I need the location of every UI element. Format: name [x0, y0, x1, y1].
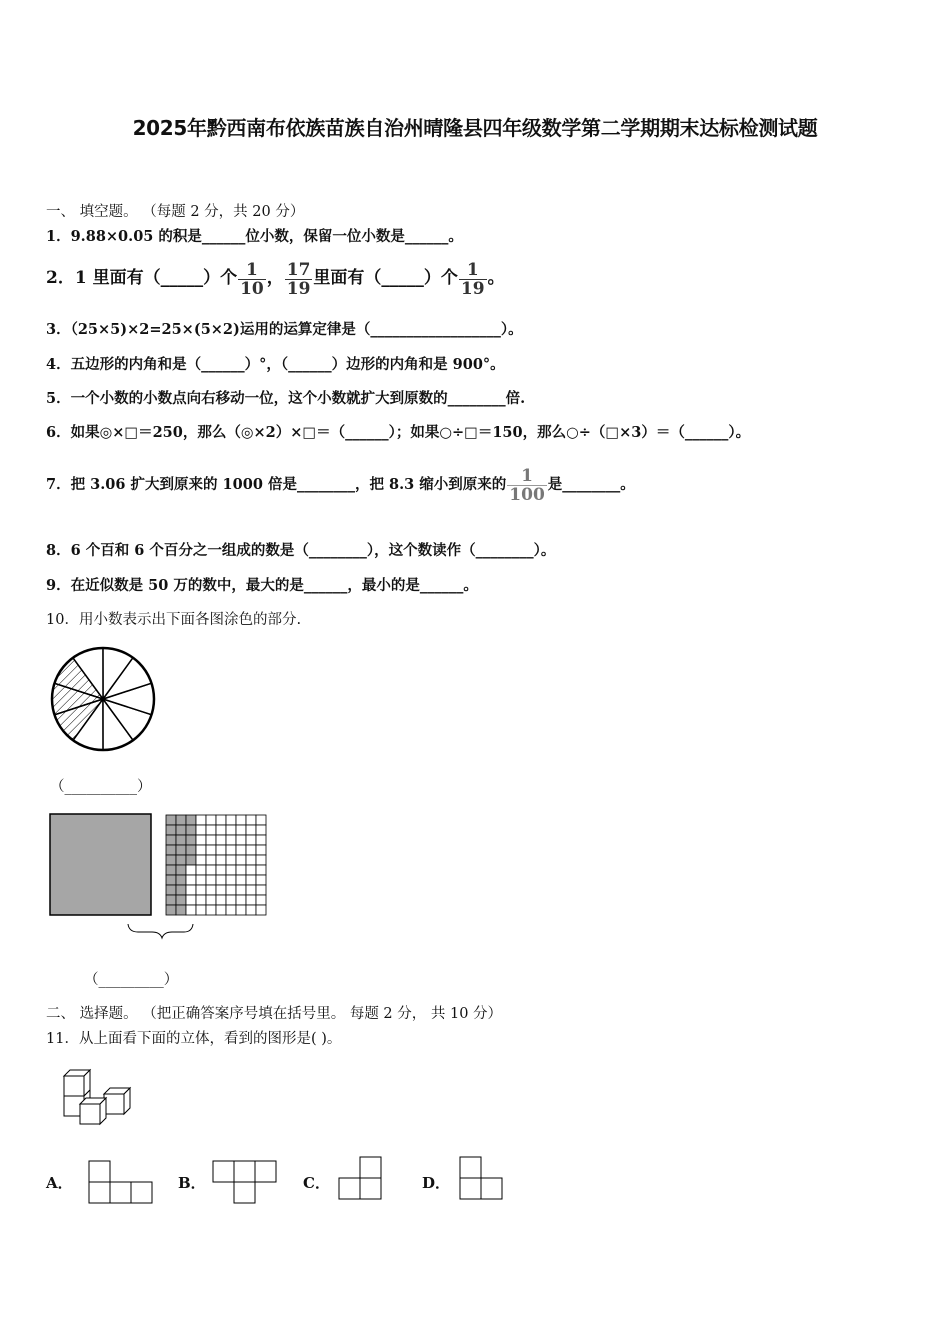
grid-cell: [256, 865, 266, 875]
grid-cell: [236, 875, 246, 885]
grid-cell: [246, 825, 256, 835]
grid-cell: [196, 825, 206, 835]
grid-cell: [236, 815, 246, 825]
grid-cell: [196, 875, 206, 885]
question-2-part1: 2．1 里面有（_____）个: [46, 268, 238, 288]
grid-cell: [246, 865, 256, 875]
question-2-part2: 里面有（_____）个: [313, 268, 458, 288]
section2-header: 二、 选择题。 （把正确答案序号填在括号里。 每题 2 分， 共 10 分）: [46, 1006, 503, 1022]
grid-cell: [206, 845, 216, 855]
grid-cell-shaded: [166, 855, 176, 865]
option-c-figure[interactable]: [336, 1154, 386, 1202]
section1-header: 一、 填空题。 （每题 2 分，共 20 分）: [46, 204, 305, 220]
option-d-figure[interactable]: [457, 1154, 507, 1202]
grid-cell: [246, 835, 256, 845]
grid-cell-shaded: [176, 835, 186, 845]
question-7-part2: 是________。: [547, 476, 635, 493]
fraction-1-10: $\frac{1}{10}$: [240, 259, 264, 299]
grid-cell: [206, 835, 216, 845]
grid-cell: [186, 895, 196, 905]
grid-cell-shaded: [166, 845, 176, 855]
question-1: 1．9.88×0.05 的积是______位小数，保留一位小数是______。: [46, 228, 463, 245]
grid-cell-shaded: [176, 875, 186, 885]
question-7-part1: 7．把 3.06 扩大到原来的 1000 倍是________，把 8.3 缩小到原来的: [46, 476, 507, 493]
grid-cell: [246, 855, 256, 865]
grid-cell: [196, 905, 206, 915]
grid-cell: [216, 865, 226, 875]
grid-cell: [216, 855, 226, 865]
grid-cell-shaded: [176, 865, 186, 875]
grid-cell: [226, 845, 236, 855]
question-11: 11．从上面看下面的立体，看到的图形是( )。: [46, 1031, 342, 1047]
grid-cell-shaded: [166, 815, 176, 825]
grid-cell: [196, 835, 206, 845]
grid-cell-shaded: [166, 825, 176, 835]
question-3: 3．（25×5)×2=25×(5×2)运用的运算定律是（__________________）。: [46, 321, 523, 338]
grid-cell: [226, 835, 236, 845]
grid-cell: [246, 895, 256, 905]
grid-cell-shaded: [166, 905, 176, 915]
grid-cell: [196, 845, 206, 855]
grid-cell: [226, 815, 236, 825]
question-6: 6．如果◎×□＝250，那么（◎×2）×□＝（______）；如果○÷□＝150，那么○÷（□×3）＝（______）。: [46, 424, 751, 441]
grid-cell: [236, 825, 246, 835]
grid-cell-shaded: [186, 855, 196, 865]
grid-cell: [256, 845, 266, 855]
grid-cell: [216, 835, 226, 845]
grid-cell: [256, 815, 266, 825]
grid-cell: [206, 895, 216, 905]
fraction-1-100: $\frac{1}{100}$: [509, 465, 545, 505]
shaded-square-grid-figure: [48, 812, 270, 940]
grid-cell-shaded: [176, 895, 186, 905]
grid-cell: [256, 835, 266, 845]
answer-blank-2: （_________）: [84, 972, 179, 988]
grid-cell: [196, 895, 206, 905]
grid-cell: [216, 905, 226, 915]
brace: [128, 924, 193, 938]
grid-cell: [236, 865, 246, 875]
grid-cell: [216, 845, 226, 855]
question-4: 4．五边形的内角和是（______）°，（______）边形的内角和是 900°。: [46, 356, 505, 373]
grid-cell: [216, 885, 226, 895]
grid-cell: [216, 875, 226, 885]
grid-cell: [226, 855, 236, 865]
grid-cell: [256, 905, 266, 915]
grid-cell-shaded: [186, 845, 196, 855]
grid-cell: [216, 895, 226, 905]
grid-cell-shaded: [166, 835, 176, 845]
grid-cell-shaded: [166, 885, 176, 895]
grid-cell-shaded: [186, 835, 196, 845]
question-5: 5．一个小数的小数点向右移动一位，这个小数就扩大到原数的________倍.: [46, 390, 526, 407]
question-9: 9．在近似数是 50 万的数中，最大的是______，最小的是______。: [46, 577, 478, 594]
grid-cell: [186, 905, 196, 915]
grid-cell: [186, 865, 196, 875]
grid-cell-shaded: [176, 885, 186, 895]
grid-cell-shaded: [186, 825, 196, 835]
grid-cell: [206, 865, 216, 875]
cube-stack-figure: [58, 1064, 138, 1128]
option-a-figure[interactable]: [86, 1158, 154, 1206]
option-d-label[interactable]: D．: [422, 1174, 451, 1192]
grid-cell: [226, 885, 236, 895]
grid-cell: [196, 865, 206, 875]
grid-cell-shaded: [176, 855, 186, 865]
grid-cell: [226, 895, 236, 905]
comma: ，: [266, 268, 284, 288]
question-8: 8．6 个百和 6 个百分之一组成的数是（________），这个数读作（________）。: [46, 542, 556, 559]
hundred-grid: [166, 815, 266, 915]
grid-cell-shaded: [186, 815, 196, 825]
grid-cell: [246, 845, 256, 855]
grid-cell: [216, 825, 226, 835]
grid-cell: [236, 855, 246, 865]
grid-cell: [206, 885, 216, 895]
question-2: [46, 256, 505, 301]
grid-cell: [246, 885, 256, 895]
question-2-end: 。: [487, 268, 505, 288]
question-10: 10．用小数表示出下面各图涂色的部分.: [46, 612, 302, 628]
grid-cell: [256, 895, 266, 905]
grid-cell: [236, 845, 246, 855]
grid-cell: [206, 825, 216, 835]
grid-cell: [206, 905, 216, 915]
question-7: [46, 455, 635, 515]
grid-cell-shaded: [176, 845, 186, 855]
grid-cell: [226, 875, 236, 885]
grid-cell: [246, 815, 256, 825]
grid-cell: [226, 865, 236, 875]
grid-cell: [226, 905, 236, 915]
grid-cell: [236, 895, 246, 905]
grid-cell: [216, 815, 226, 825]
grid-cell-shaded: [176, 905, 186, 915]
fraction-1-19: $\frac{1}{19}$: [460, 259, 485, 299]
option-b-label[interactable]: B．: [178, 1174, 206, 1192]
grid-cell-shaded: [176, 815, 186, 825]
full-shaded-square: [50, 814, 151, 915]
grid-cell: [186, 875, 196, 885]
grid-cell: [206, 875, 216, 885]
grid-cell-shaded: [176, 825, 186, 835]
grid-cell: [196, 855, 206, 865]
answer-blank-1: （__________）: [50, 779, 152, 795]
grid-cell: [206, 855, 216, 865]
grid-cell: [206, 815, 216, 825]
grid-cell: [246, 875, 256, 885]
grid-cell-shaded: [166, 875, 176, 885]
grid-cell: [256, 885, 266, 895]
fraction-17-19: $\frac{17}{19}$: [286, 259, 311, 299]
page-title: 2025年黔西南布依族苗族自治州晴隆县四年级数学第二学期期末达标检测试题: [132, 116, 818, 140]
grid-cell: [186, 885, 196, 895]
grid-cell: [256, 875, 266, 885]
grid-cell-shaded: [166, 895, 176, 905]
grid-cell: [236, 885, 246, 895]
grid-cell: [196, 815, 206, 825]
grid-cell: [256, 825, 266, 835]
shaded-circle-figure: [48, 644, 158, 754]
grid-cell: [236, 905, 246, 915]
grid-cell: [196, 885, 206, 895]
grid-cell: [246, 905, 256, 915]
grid-cell: [226, 825, 236, 835]
grid-cell: [236, 835, 246, 845]
grid-cell: [256, 855, 266, 865]
option-b-figure[interactable]: [210, 1158, 280, 1208]
option-a-label[interactable]: A．: [46, 1174, 73, 1192]
option-c-label[interactable]: C．: [303, 1174, 330, 1192]
grid-cell-shaded: [166, 865, 176, 875]
